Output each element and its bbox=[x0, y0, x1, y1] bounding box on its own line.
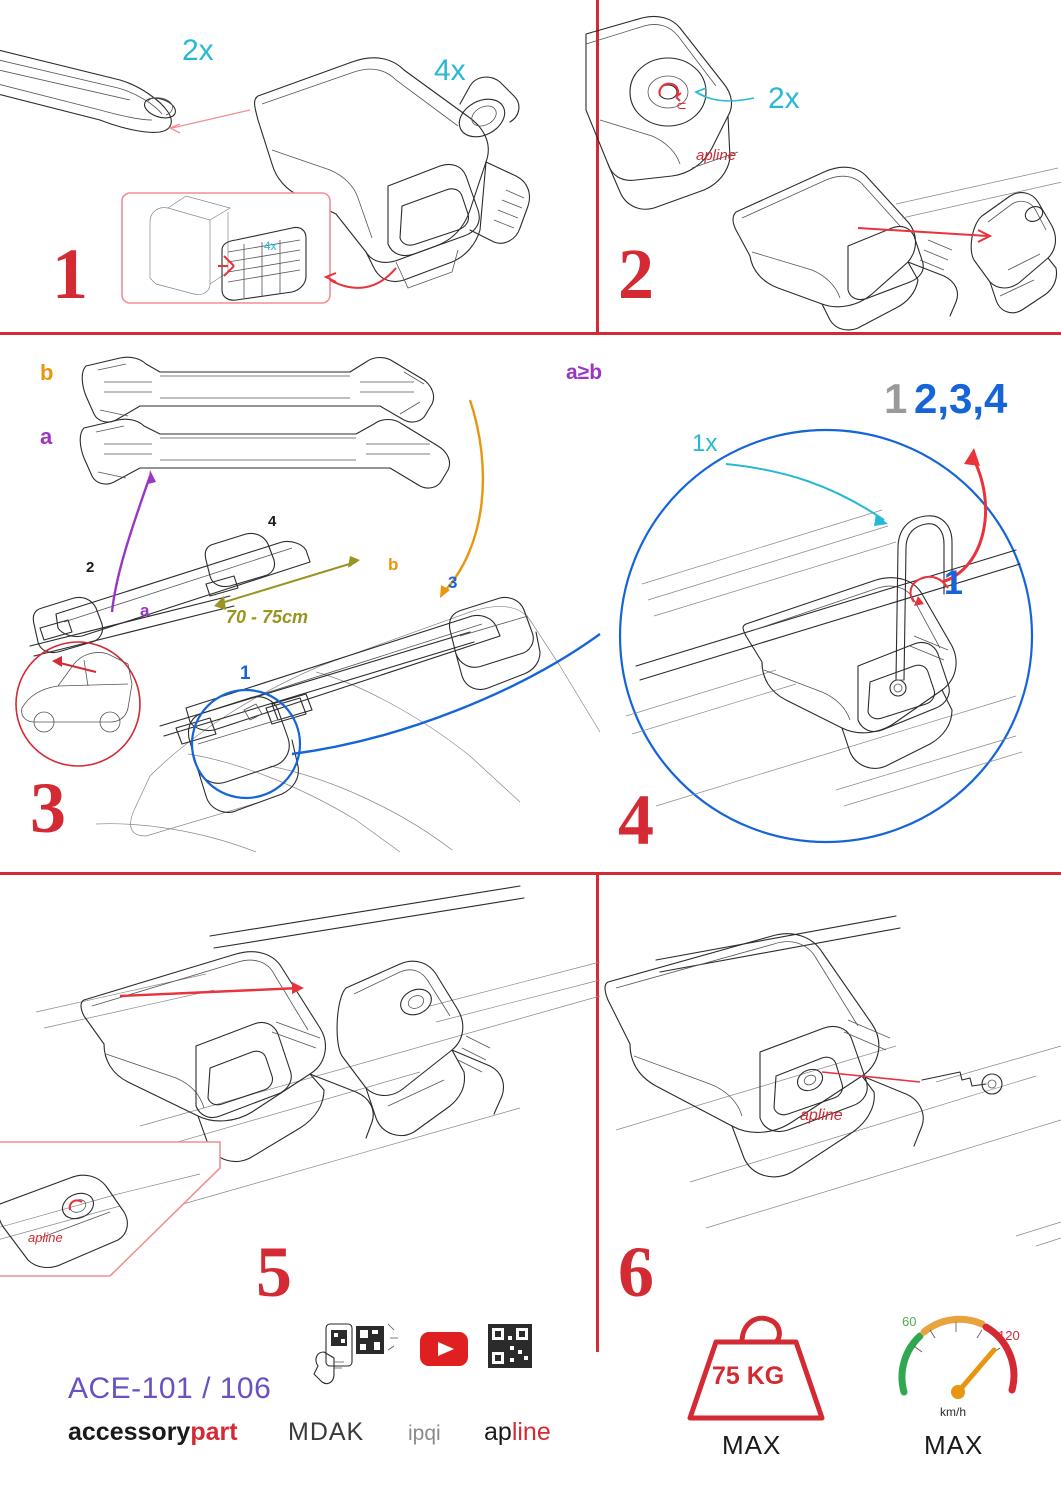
rack-foot-step6 bbox=[605, 934, 923, 1177]
pad-qty-inset-text: 4x bbox=[264, 239, 277, 253]
label-qty-foot: 4x bbox=[434, 54, 466, 87]
step-number-4: 4 bbox=[618, 780, 653, 860]
label-qty-bar: 2x bbox=[182, 34, 214, 67]
rack-foot-lock-detail bbox=[586, 16, 738, 209]
label-tighten-order-1: 1 bbox=[884, 375, 908, 422]
step-5-illustration bbox=[0, 876, 600, 1312]
label-position-3: 3 bbox=[448, 573, 458, 592]
label-condition-ageb: a≥b bbox=[566, 361, 603, 384]
brand-mark-apline-2: apline bbox=[28, 1230, 63, 1245]
lock-unit-step5 bbox=[337, 961, 503, 1135]
section-divider-2 bbox=[0, 872, 1061, 875]
speed-limit-caption: MAX bbox=[924, 1430, 984, 1460]
gauge-unit: km/h bbox=[940, 1405, 967, 1419]
gauge-tick-high: 120 bbox=[998, 1328, 1020, 1343]
label-qty-tool: 1x bbox=[692, 430, 718, 457]
label-bar-a: a bbox=[40, 424, 53, 449]
label-tighten-order-234: 2,3,4 bbox=[914, 375, 1008, 422]
detail-circle-step3 bbox=[192, 690, 300, 798]
brand-ipqi: ipqi bbox=[408, 1422, 441, 1445]
foot-position-4 bbox=[205, 533, 274, 586]
arrow-pad-to-foot bbox=[330, 268, 396, 288]
step-2-illustration bbox=[596, 0, 1061, 332]
brand-apline-part1: ap bbox=[484, 1418, 512, 1446]
step-number-1: 1 bbox=[52, 234, 87, 314]
locked-state-inset bbox=[0, 1142, 220, 1276]
label-spacing-distance: 70 - 75cm bbox=[226, 607, 309, 627]
lock-icon-text: ⊂ bbox=[676, 98, 687, 113]
step-number-6: 6 bbox=[618, 1232, 653, 1312]
label-roof-a: a bbox=[140, 601, 150, 620]
rack-foot-step5 bbox=[81, 952, 373, 1162]
arrow-insert-endcap bbox=[858, 228, 988, 236]
detail-circle-step4 bbox=[620, 430, 1032, 842]
gauge-tick-low: 60 bbox=[902, 1314, 917, 1329]
label-tighten-first: 1 bbox=[944, 564, 963, 602]
foot-position-3 bbox=[450, 598, 541, 690]
label-position-4: 4 bbox=[268, 513, 277, 530]
youtube-icon bbox=[420, 1332, 468, 1366]
key-icon bbox=[822, 1072, 1002, 1094]
speed-limit-icon bbox=[890, 1300, 1030, 1430]
weight-limit-caption: MAX bbox=[722, 1430, 782, 1460]
brand-accessorypart-part1: accessory bbox=[68, 1418, 191, 1446]
brand-accessorypart bbox=[68, 1418, 238, 1447]
section-divider-1 bbox=[0, 332, 1061, 335]
brand-mdak: MDAK bbox=[288, 1418, 365, 1446]
step-number-5: 5 bbox=[256, 1232, 291, 1312]
rack-foot-rail-assembly bbox=[733, 167, 1061, 330]
step-3-illustration bbox=[0, 336, 603, 872]
arrow-bar-to-foot bbox=[172, 110, 250, 128]
brand-mark-apline-1: apline bbox=[696, 147, 737, 164]
crossbar-b-side-view bbox=[82, 357, 433, 422]
qr-code-icon bbox=[488, 1324, 532, 1368]
car-direction-icon bbox=[16, 642, 140, 766]
arrow-bar-b-placement bbox=[442, 400, 483, 594]
step-1-illustration bbox=[0, 0, 600, 332]
arrow-bar-a-placement bbox=[112, 476, 150, 612]
qr-scan-hand-icon bbox=[314, 1324, 398, 1384]
step-number-3: 3 bbox=[30, 768, 65, 848]
foot-position-1 bbox=[188, 697, 298, 813]
step-number-2: 2 bbox=[618, 234, 653, 314]
label-roof-b: b bbox=[388, 555, 399, 574]
step-6-illustration bbox=[596, 876, 1061, 1312]
arrow-to-step4-detail bbox=[292, 634, 600, 754]
brand-mark-apline-3: apline bbox=[800, 1107, 843, 1124]
label-position-1: 1 bbox=[240, 663, 251, 684]
brand-accessorypart-part2: part bbox=[190, 1418, 238, 1446]
lock-cylinder bbox=[453, 77, 519, 144]
brand-apline bbox=[484, 1418, 551, 1447]
brand-apline-part2: line bbox=[511, 1418, 551, 1446]
model-code: ACE-101 / 106 bbox=[68, 1372, 272, 1405]
label-position-2: 2 bbox=[86, 559, 95, 576]
crossbar-part bbox=[0, 48, 178, 132]
weight-limit-value: 75 KG bbox=[712, 1362, 785, 1390]
car-roof-view bbox=[30, 533, 600, 852]
foot-tighten-detail bbox=[626, 448, 1022, 806]
footer-icons bbox=[312, 1322, 532, 1394]
label-qty-lock: 2x bbox=[768, 82, 800, 115]
rubber-pad-inset-callout bbox=[122, 193, 330, 303]
crossbar-a-side-view bbox=[80, 419, 449, 488]
label-bar-b: b bbox=[40, 360, 54, 385]
